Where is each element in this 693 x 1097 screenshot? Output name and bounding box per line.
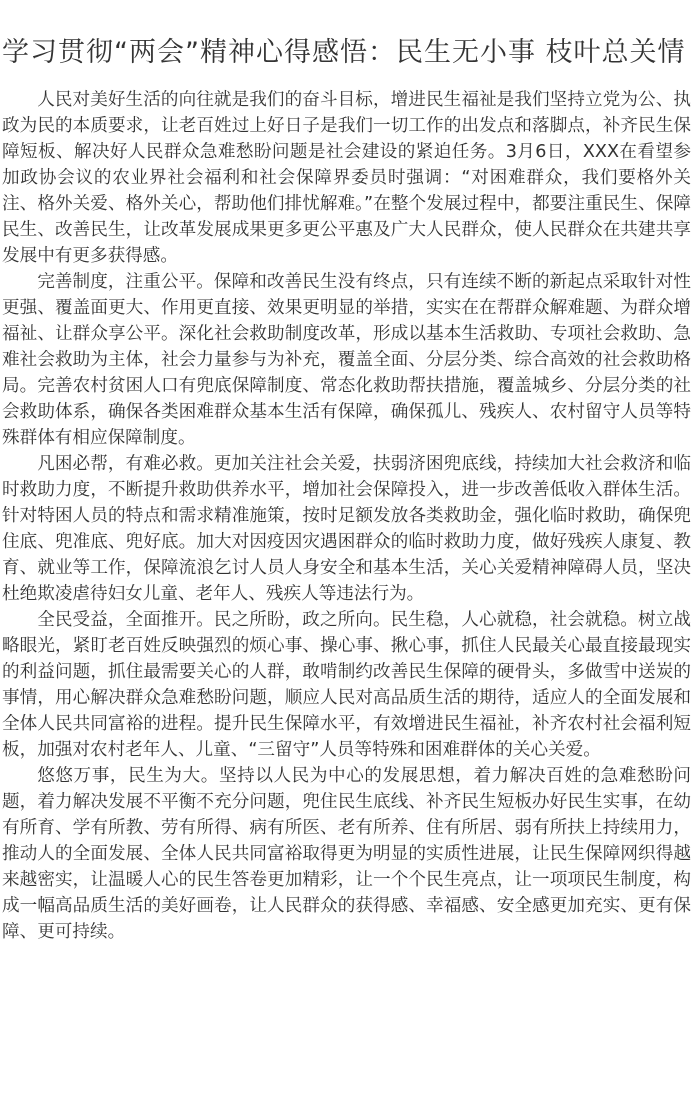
paragraph-2: 完善制度，注重公平。保障和改善民生没有终点，只有连续不断的新起点采取针对性更强、覆盖面更大、作用更直接、效果更明显的举措，实实在在帮群众解难题、为群众增福祉、让群众享公平。深化社会救助制度改革，形成以基本生活救助、专项社会救助、急难社会救助为主体，社会力量参与为补充，覆盖全面、分层分类、综合高效的社会救助格局。完善农村贫困人口有兜底保障制度、常态化救助帮扶措施，覆盖城乡、分层分类的社会救助体系，确保各类困难群众基本生活有保障，确保孤儿、残疾人、农村留守人员等特殊群体有相应保障制度。 bbox=[2, 272, 691, 448]
article-title: 学习贯彻“两会”精神心得感悟：民生无小事 枝叶总关情 bbox=[2, 37, 686, 68]
paragraph-3: 凡困必帮，有难必救。更加关注社会关爱，扶弱济困兜底线，持续加大社会救济和临时救助力度，不断提升救助供养水平，增加社会保障投入，进一步改善低收入群体生活。针对特困人员的特点和需求精准施策，按时足额发放各类救助金，强化临时救助，确保兜住底、兜准底、兜好底。加大对因疫因灾遇困群众的临时救助力度，做好残疾人康复、教育、就业等工作，保障流浪乞讨人员人身安全和基本生活，关心关爱精神障碍人员，坚决杜绝欺凌虐待妇女儿童、老年人、残疾人等违法行为。 bbox=[2, 454, 691, 604]
article-body bbox=[0, 87, 693, 945]
paragraph-5: 悠悠万事，民生为大。坚持以人民为中心的发展思想，着力解决百姓的急难愁盼问题，着力解决发展不平衡不充分问题，兜住民生底线、补齐民生短板办好民生实事，在幼有所育、学有所教、劳有所得、病有所医、老有所养、住有所居、弱有所扶上持续用力，推动人的全面发展、全体人民共同富裕取得更为明显的实质性进展，让民生保障网织得越来越密实，让温暖人心的民生答卷更加精彩，让一个个民生亮点，让一项项民生制度，构成一幅高品质生活的美好画卷，让人民群众的获得感、幸福感、安全感更加充实、更有保障、更可持续。 bbox=[2, 766, 691, 942]
paragraph-4: 全民受益，全面推开。民之所盼，政之所向。民生稳，人心就稳，社会就稳。树立战略眼光，紧盯老百姓反映强烈的烦心事、操心事、揪心事，抓住人民最关心最直接最现实的利益问题，抓住最需要关心的人群，敢啃制约改善民生保障的硬骨头，多做雪中送炭的事情，用心解决群众急难愁盼问题，顺应人民对高品质生活的期待，适应人的全面发展和全体人民共同富裕的进程。提升民生保障水平，有效增进民生福祉，补齐农村社会福利短板，加强对农村老年人、儿童、“三留守”人员等特殊和困难群体的关心关爱。 bbox=[2, 610, 691, 760]
paragraph-1: 人民对美好生活的向往就是我们的奋斗目标，增进民生福祉是我们坚持立党为公、执政为民的本质要求，让老百姓过上好日子是我们一切工作的出发点和落脚点，补齐民生保障短板、解决好人民群众急难愁盼问题是社会建设的紧迫任务。3月6日，XXX在看望参加政协会议的农业界社会福利和社会保障界委员时强调：“对困难群众，我们要格外关注、格外关爱、格外关心，帮助他们排忧解难。”在整个发展过程中，都要注重民生、保障民生、改善民生，让改革发展成果更多更公平惠及广大人民群众，使人民群众在共建共享发展中有更多获得感。 bbox=[2, 90, 691, 266]
